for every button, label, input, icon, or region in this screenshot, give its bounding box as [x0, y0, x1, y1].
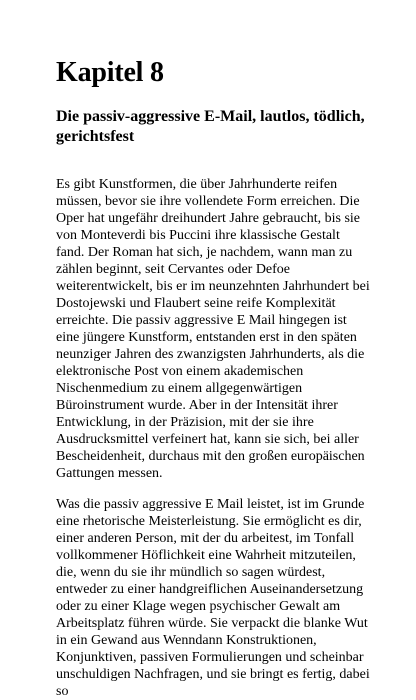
- chapter-subtitle: Die passiv-aggressive E-Mail, lautlos, tödlich, gerichtsfest: [56, 108, 365, 145]
- body-paragraph: Was die passiv aggressive E Mail leistet, ist im Grunde eine rhetorische Meisterleistung. Sie ermöglicht es dir, einer anderen Person, mit der du arbeitest, im Tonfall vollkommener Höflichkeit eine Wahrheit mitzuteilen, die, wenn du sie ihr mündlich so sagen würdest, entweder zu einer handgreiflichen Auseinandersetzung oder zu einer Klage wegen psychischer Gewalt am Arbeitsplatz führen würde. Sie verpackt die blanke Wut in ein Gewand aus Wenndann Konstruktionen, Konjunktiven, passiven Formulierungen und scheinbar unschuldigen Nachfragen, und sie bringt es fertig, dabei so: [56, 497, 370, 699]
- body-paragraph: Es gibt Kunstformen, die über Jahrhunderte reifen müssen, bevor sie ihre vollendete Form erreichen. Die Oper hat ungefähr dreihundert Jahre gebraucht, bis sie von Monteverdi bis Puccini ihre klassische Gestalt fand. Der Roman hat sich, je nachdem, wann man zu zählen beginnt, seit Cervantes oder Defoe weiterentwickelt, bis er im neunzehnten Jahrhundert bei Dostojewski und Flaubert seine reife Komplexität erreichte. Die passiv aggressive E Mail hingegen ist eine jüngere Kunstform, entstanden erst in den späten neunziger Jahren des zwanzigsten Jahrhunderts, als die elektronische Post von einem akademischen Nischenmedium zu einem allgegenwärtigen Büroinstrument wurde. Aber in der Intensität ihrer Entwicklung, in der Präzision, mit der sie ihre Ausdrucksmittel verfeinert hat, kann sie sich, bei aller Bescheidenheit, durchaus mit den großen europäischen Gattungen messen.: [56, 177, 370, 481]
- chapter-title: Kapitel 8: [56, 57, 164, 88]
